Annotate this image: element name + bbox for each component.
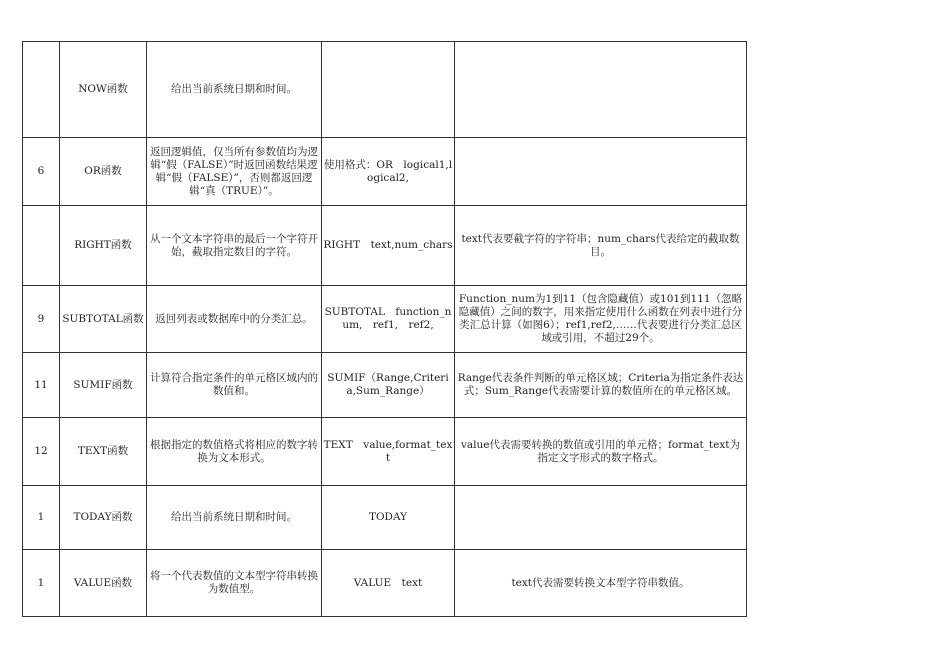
cell-description[interactable]: 从一个文本字符串的最后一个字符开始，截取指定数目的字符。 [147, 206, 322, 286]
cell-note[interactable]: Range代表条件判断的单元格区域；Criteria为指定条件表达式；Sum_Range代表需要计算的数值所在的单元格区域。 [455, 353, 747, 418]
table-row [23, 42, 747, 138]
cell-format[interactable]: SUMIF（Range,Criteria,Sum_Range） [322, 353, 455, 418]
table-row [23, 138, 747, 206]
cell-note[interactable] [455, 42, 747, 138]
table-row [23, 486, 747, 550]
cell-note[interactable] [455, 486, 747, 550]
cell-description[interactable]: 给出当前系统日期和时间。 [147, 42, 322, 138]
cell-format[interactable]: TODAY [322, 486, 455, 550]
cell-note[interactable] [455, 138, 747, 206]
cell-function-name[interactable]: TEXT函数 [60, 418, 147, 486]
table-row [23, 550, 747, 617]
cell-index[interactable]: 1 [23, 486, 60, 550]
cell-format[interactable]: TEXT value,format_text [322, 418, 455, 486]
cell-description[interactable]: 将一个代表数值的文本型字符串转换为数值型。 [147, 550, 322, 617]
cell-function-name[interactable]: TODAY函数 [60, 486, 147, 550]
cell-function-name[interactable]: RIGHT函数 [60, 206, 147, 286]
cell-description[interactable]: 根据指定的数值格式将相应的数字转换为文本形式。 [147, 418, 322, 486]
cell-description[interactable]: 返回列表或数据库中的分类汇总。 [147, 286, 322, 353]
cell-index[interactable]: 9 [23, 286, 60, 353]
cell-note[interactable]: text代表需要转换文本型字符串数值。 [455, 550, 747, 617]
table-row [23, 286, 747, 353]
cell-note[interactable]: Function_num为1到11（包含隐藏值）或101到111（忽略隐藏值）之间的数字，用来指定使用什么函数在列表中进行分类汇总计算（如图6）；ref1,ref2,……代表要进行分类汇总区域或引用，不超过29个。 [455, 286, 747, 353]
cell-index[interactable]: 12 [23, 418, 60, 486]
cell-index[interactable]: 11 [23, 353, 60, 418]
cell-note[interactable]: value代表需要转换的数值或引用的单元格；format_text为指定文字形式的数字格式。 [455, 418, 747, 486]
cell-note[interactable]: text代表要截字符的字符串；num_chars代表给定的截取数目。 [455, 206, 747, 286]
cell-index[interactable] [23, 206, 60, 286]
cell-index[interactable] [23, 42, 60, 138]
cell-format[interactable]: VALUE text [322, 550, 455, 617]
table-row [23, 418, 747, 486]
cell-index[interactable]: 6 [23, 138, 60, 206]
cell-description[interactable]: 计算符合指定条件的单元格区域内的数值和。 [147, 353, 322, 418]
cell-format[interactable]: SUBTOTAL function_num, ref1, ref2, [322, 286, 455, 353]
cell-format[interactable] [322, 42, 455, 138]
spreadsheet [22, 41, 744, 616]
cell-function-name[interactable]: VALUE函数 [60, 550, 147, 617]
function-table [22, 41, 747, 617]
cell-description[interactable]: 给出当前系统日期和时间。 [147, 486, 322, 550]
cell-format[interactable]: RIGHT text,num_chars [322, 206, 455, 286]
cell-index[interactable]: 1 [23, 550, 60, 617]
cell-description[interactable]: 返回逻辑值，仅当所有参数值均为逻辑“假（FALSE）”时返回函数结果逻辑“假（FALSE）”，否则都返回逻辑“真（TRUE）”。 [147, 138, 322, 206]
table-row [23, 206, 747, 286]
table-row [23, 353, 747, 418]
cell-function-name[interactable]: OR函数 [60, 138, 147, 206]
cell-function-name[interactable]: SUMIF函数 [60, 353, 147, 418]
cell-function-name[interactable]: NOW函数 [60, 42, 147, 138]
cell-function-name[interactable]: SUBTOTAL函数 [60, 286, 147, 353]
cell-format[interactable]: 使用格式：OR logical1,logical2, [322, 138, 455, 206]
